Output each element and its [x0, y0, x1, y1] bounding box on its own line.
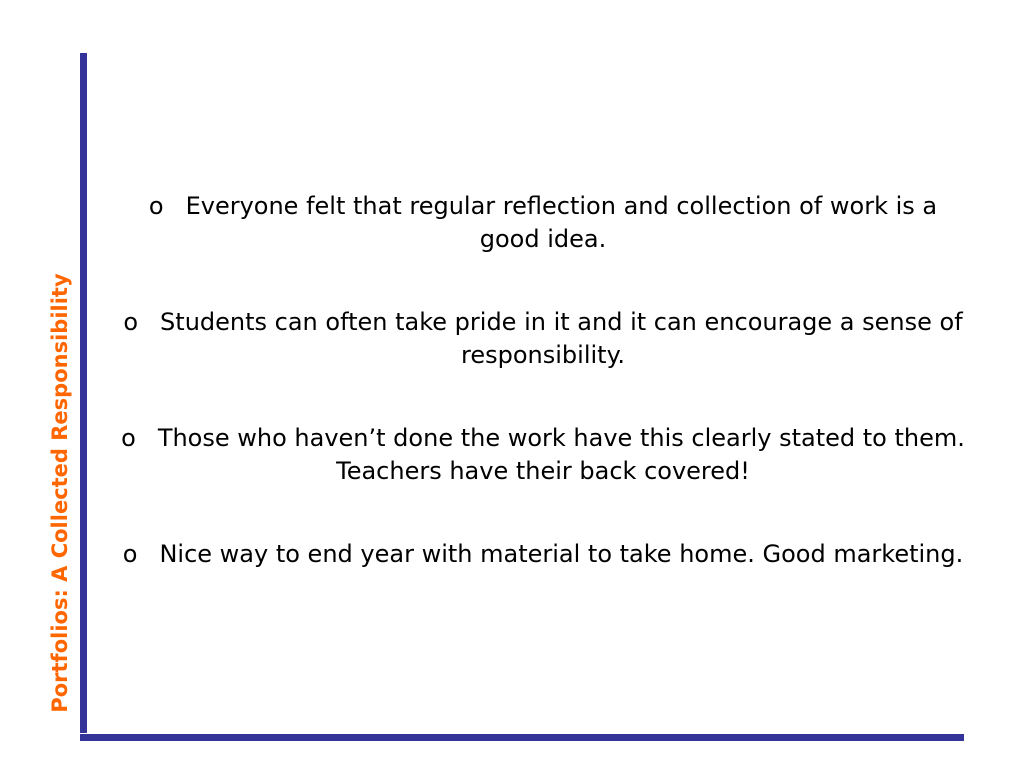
bullet-marker: o [122, 540, 138, 568]
bullet-item [120, 306, 966, 372]
bullet-item [120, 422, 966, 488]
bullet-list [120, 190, 966, 621]
slide-title: Portfolios: A Collected Responsibility [48, 273, 72, 713]
vertical-accent-rule [80, 53, 87, 733]
horizontal-accent-rule [80, 734, 964, 741]
bullet-text: Students can often take pride in it and it can encourage a sense of responsibility. [160, 308, 963, 369]
bullet-text: Everyone felt that regular reflection and collection of work is a good idea. [185, 192, 938, 253]
bullet-item [120, 190, 966, 256]
bullet-text: Nice way to end year with material to take home. Good marketing. [159, 540, 964, 568]
bullet-marker: o [123, 308, 139, 336]
bullet-item [120, 538, 966, 571]
bullet-marker: o [148, 192, 164, 220]
bullet-text: Those who haven’t done the work have this clearly stated to them. Teachers have their back covered! [157, 424, 965, 485]
bullet-marker: o [121, 424, 136, 452]
